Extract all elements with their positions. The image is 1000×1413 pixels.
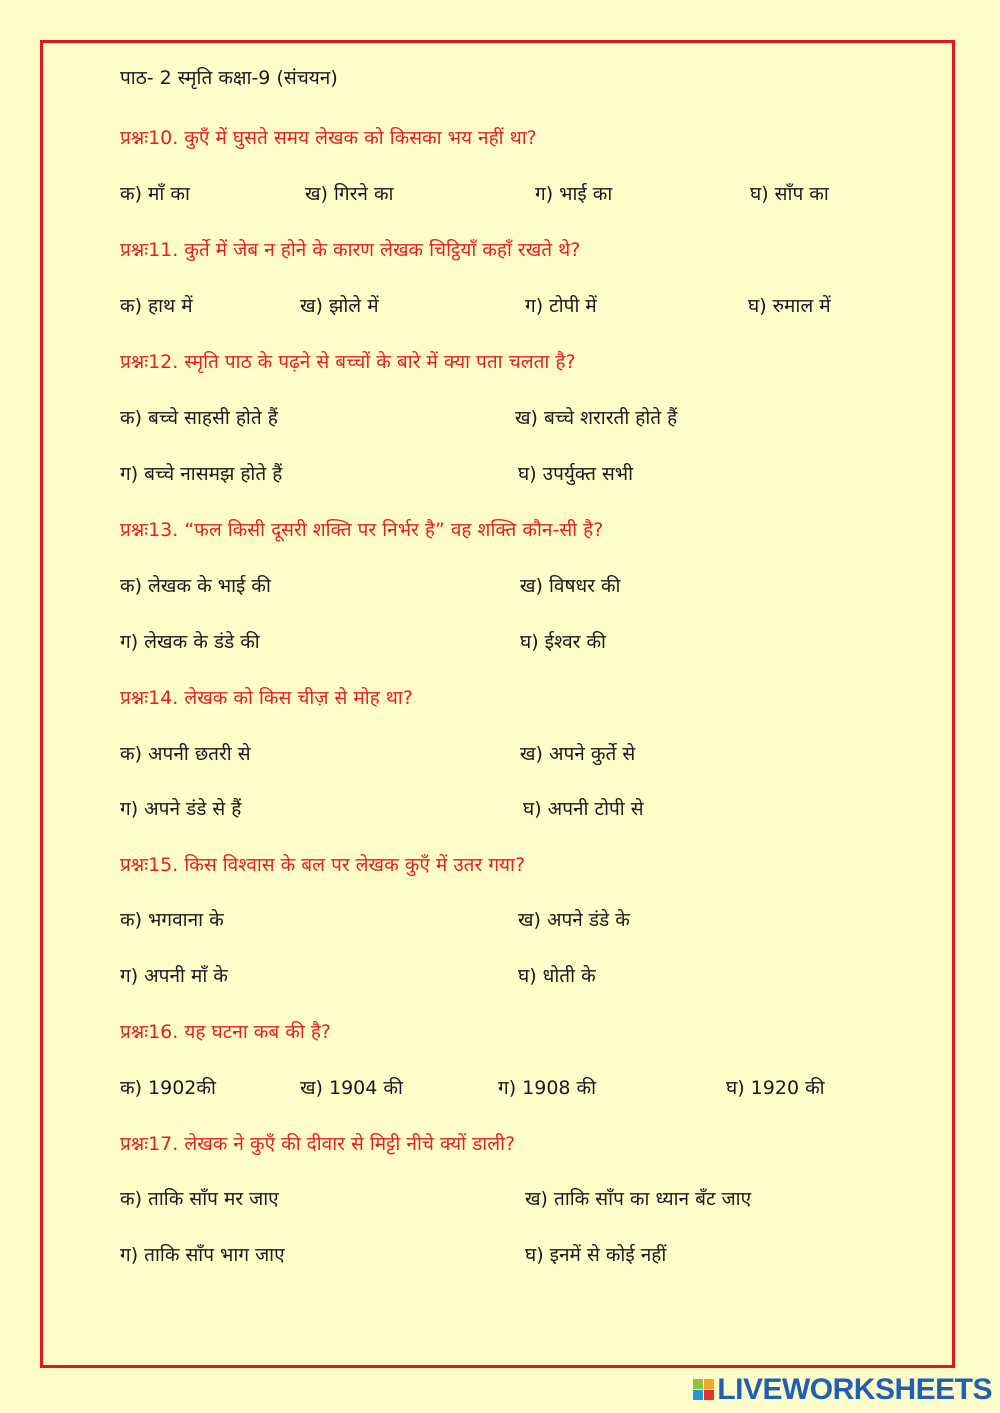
- question-11: प्रश्नः11. कुर्ते में जेब न होने के कारण लेखक चिट्ठियाँ कहाँ रखते थे?: [120, 239, 581, 261]
- q14-option-b[interactable]: ख) अपने कुर्ते से: [520, 743, 636, 765]
- q17-option-c[interactable]: ग) ताकि साँप भाग जाए: [120, 1244, 285, 1266]
- q17-option-d[interactable]: घ) इनमें से कोई नहीं: [525, 1244, 667, 1266]
- q17-option-b[interactable]: ख) ताकि साँप का ध्यान बँट जाए: [525, 1188, 752, 1210]
- liveworksheets-wordmark: LIVEWORKSHEETS: [717, 1373, 992, 1406]
- liveworksheets-logo[interactable]: [693, 1375, 992, 1405]
- q13-option-a[interactable]: क) लेखक के भाई की: [120, 575, 271, 597]
- q13-option-c[interactable]: ग) लेखक के डंडे की: [120, 631, 260, 653]
- q10-option-c[interactable]: ग) भाई का: [535, 183, 613, 205]
- q14-option-a[interactable]: क) अपनी छतरी से: [120, 743, 251, 765]
- question-13: प्रश्नः13. “फल किसी दूसरी शक्ति पर निर्भर है” वह शक्ति कौन-सी है?: [120, 519, 604, 541]
- question-12: प्रश्नः12. स्मृति पाठ के पढ़ने से बच्चों के बारे में क्या पता चलता है?: [120, 351, 576, 373]
- page-title: पाठ- 2 स्मृति कक्षा-9 (संचयन): [120, 67, 338, 89]
- q11-option-b[interactable]: ख) झोले में: [300, 295, 379, 317]
- q16-option-b[interactable]: ख) 1904 की: [300, 1077, 403, 1099]
- q10-option-a[interactable]: क) माँ का: [120, 183, 190, 205]
- q12-option-d[interactable]: घ) उपर्युक्त सभी: [518, 463, 634, 485]
- q10-option-d[interactable]: घ) साँप का: [750, 183, 829, 205]
- q15-option-b[interactable]: ख) अपने डंडे के: [518, 909, 630, 931]
- q11-option-a[interactable]: क) हाथ में: [120, 295, 193, 317]
- q17-option-a[interactable]: क) ताकि साँप मर जाए: [120, 1188, 279, 1210]
- q10-option-b[interactable]: ख) गिरने का: [305, 183, 394, 205]
- question-17: प्रश्नः17. लेखक ने कुएँ की दीवार से मिट्टी नीचे क्यों डाली?: [120, 1133, 516, 1155]
- q16-option-d[interactable]: घ) 1920 की: [726, 1077, 825, 1099]
- question-15: प्रश्नः15. किस विश्वास के बल पर लेखक कुएँ में उतर गया?: [120, 854, 526, 876]
- question-14: प्रश्नः14. लेखक को किस चीज़ से मोह था?: [120, 687, 413, 709]
- question-10: प्रश्नः10. कुएँ में घुसते समय लेखक को किसका भय नहीं था?: [120, 127, 537, 149]
- q15-option-d[interactable]: घ) धोती के: [518, 965, 596, 987]
- question-16: प्रश्नः16. यह घटना कब की है?: [120, 1021, 332, 1043]
- q12-option-c[interactable]: ग) बच्चे नासमझ होते हैं: [120, 463, 283, 485]
- q16-option-a[interactable]: क) 1902की: [120, 1077, 216, 1099]
- q13-option-d[interactable]: घ) ईश्वर की: [520, 631, 606, 653]
- q15-option-a[interactable]: क) भगवाना के: [120, 909, 224, 931]
- q12-option-b[interactable]: ख) बच्चे शरारती होते हैं: [515, 407, 678, 429]
- liveworksheets-icon: [693, 1379, 715, 1401]
- q14-option-c[interactable]: ग) अपने डंडे से हैं: [120, 798, 242, 820]
- q15-option-c[interactable]: ग) अपनी माँ के: [120, 965, 228, 987]
- q14-option-d[interactable]: घ) अपनी टोपी से: [523, 798, 644, 820]
- q11-option-c[interactable]: ग) टोपी में: [525, 295, 597, 317]
- q13-option-b[interactable]: ख) विषधर की: [520, 575, 621, 597]
- q16-option-c[interactable]: ग) 1908 की: [498, 1077, 597, 1099]
- q11-option-d[interactable]: घ) रुमाल में: [748, 295, 831, 317]
- q12-option-a[interactable]: क) बच्चे साहसी होते हैं: [120, 407, 278, 429]
